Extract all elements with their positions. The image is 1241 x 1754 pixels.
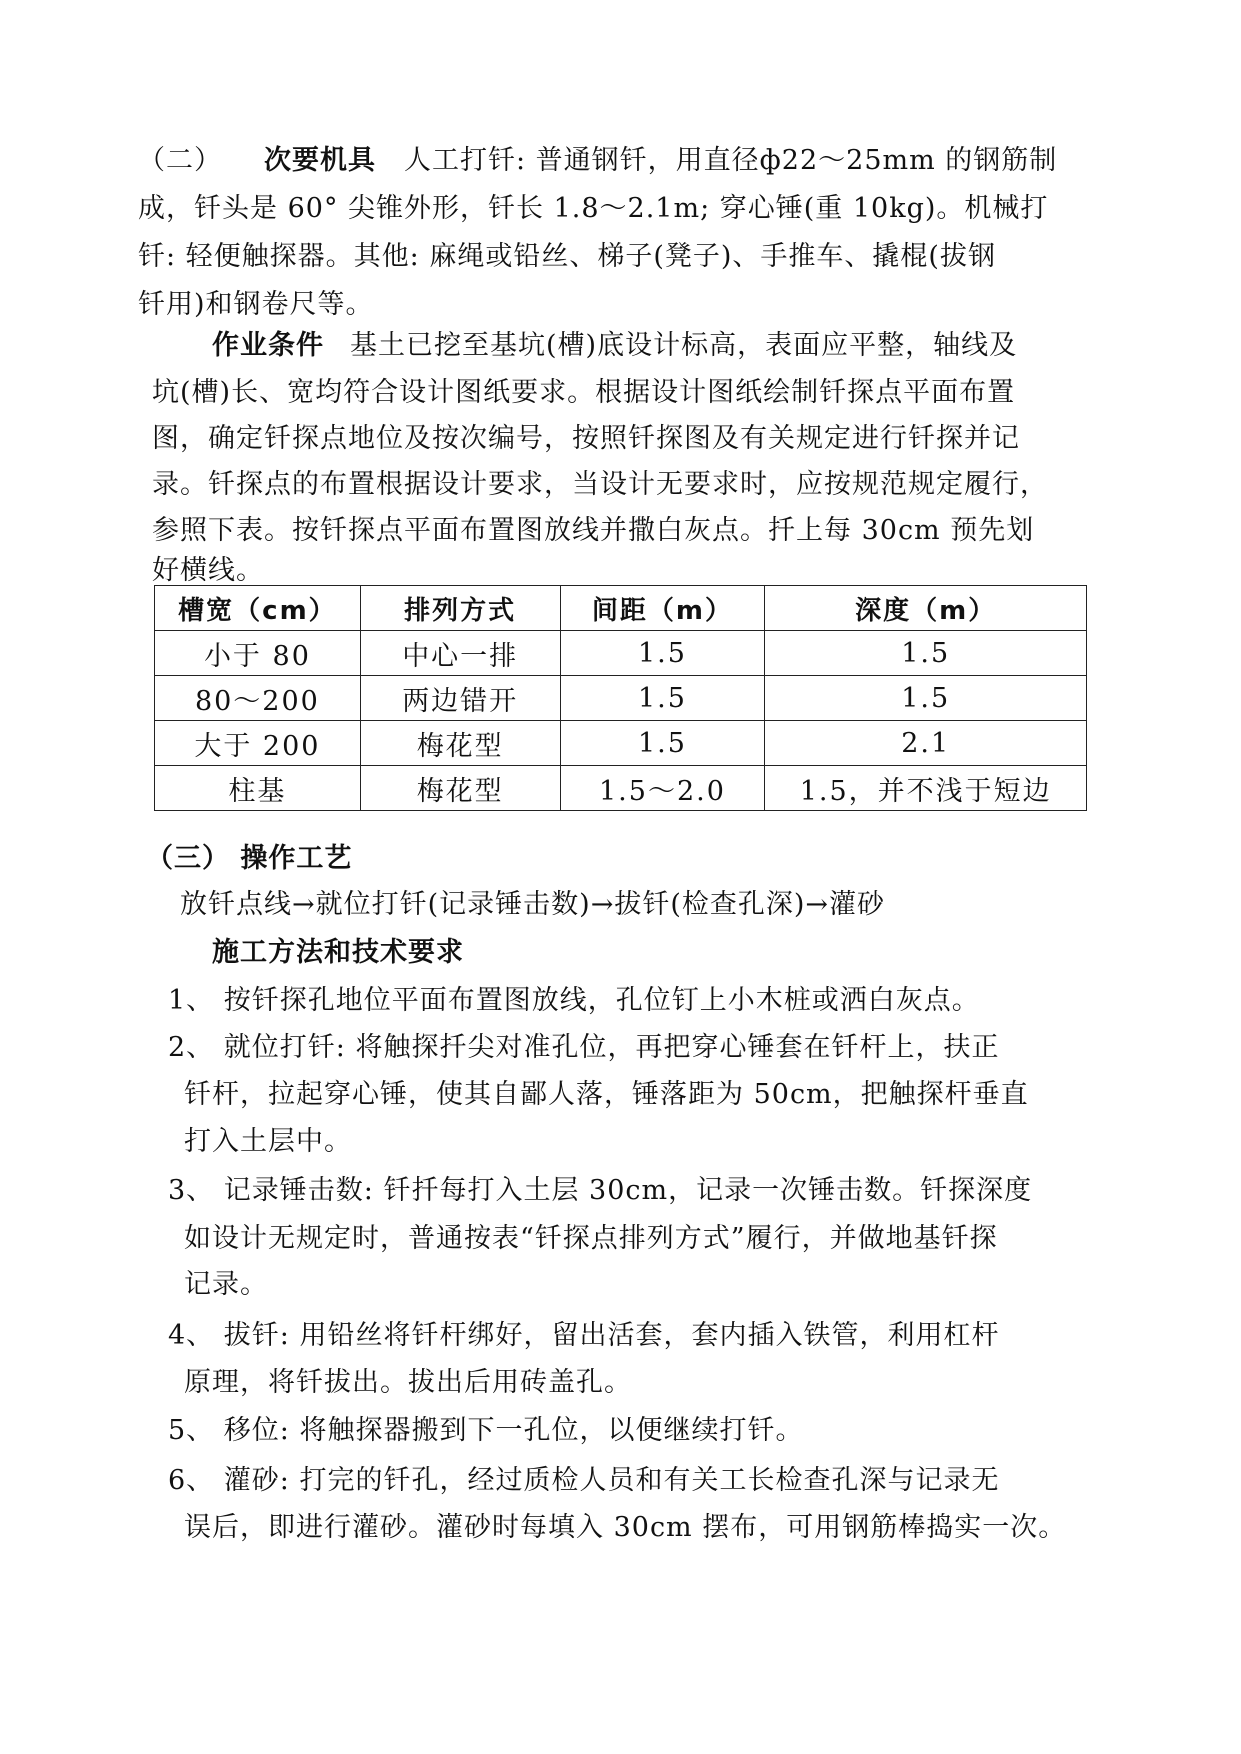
paragraph-text: 人工打钎: 普通钢钎，用直径ф22～25mm 的钢筋制 (404, 145, 1058, 176)
table-header: 排列方式 (360, 586, 560, 631)
paragraph-line: 参照下表。按钎探点平面布置图放线并撒白灰点。扦上每 30cm 预先划 (152, 515, 1035, 546)
table-cell: 1.5 (560, 721, 765, 766)
step-3: 3、 记录锤击数: 钎扦每打入土层 30cm，记录一次锤击数。钎探深度 (168, 1175, 1033, 1206)
table-row (155, 676, 1087, 721)
step-6-continued: 误后，即进行灌砂。灌砂时每填入 30cm 摆布，可用钢筋棒捣实一次。 (184, 1512, 1067, 1543)
section-number: （二） (138, 145, 222, 176)
table-cell: 1.5 (560, 676, 765, 721)
table-header: 间距（m） (560, 586, 765, 631)
paragraph-line: 录。钎探点的布置根据设计要求，当设计无要求时，应按规范规定履行， (152, 469, 1048, 500)
table-cell: 1.5 (765, 676, 1087, 721)
paragraph-line: 钎: 轻便触探器。其他: 麻绳或铅丝、梯子(凳子)、手推车、撬棍(拔钢 (138, 241, 996, 272)
table-header: 槽宽（cm） (155, 586, 361, 631)
step-4: 4、 拔钎: 用铅丝将钎杆绑好，留出活套，套内插入铁管，利用杠杆 (168, 1320, 1000, 1351)
table-cell: 两边错开 (360, 676, 560, 721)
table-row (155, 766, 1087, 811)
section-2-line-1 (138, 138, 1057, 177)
table-cell: 中心一排 (360, 631, 560, 676)
step-1: 1、 按钎探孔地位平面布置图放线，孔位钉上小木桩或洒白灰点。 (168, 985, 980, 1016)
paragraph-line: 坑(槽)长、宽均符合设计图纸要求。根据设计图纸绘制钎探点平面布置 (152, 377, 1016, 408)
paragraph-line: 钎用)和钢卷尺等。 (138, 289, 374, 320)
table-cell: 2.1 (765, 721, 1087, 766)
table-header-row (155, 586, 1087, 631)
paragraph-line: 图，确定钎探点地位及按次编号，按照钎探图及有关规定进行钎探并记 (152, 423, 1020, 454)
step-3-continued: 如设计无规定时，普通按表“钎探点排列方式”履行，并做地基钎探 (184, 1223, 998, 1254)
table-cell: 梅花型 (360, 766, 560, 811)
step-2-continued: 打入土层中。 (184, 1126, 352, 1157)
table-row (155, 721, 1087, 766)
table-cell: 柱基 (155, 766, 361, 811)
table-cell: 大于 200 (155, 721, 361, 766)
step-5: 5、 移位: 将触探器搬到下一孔位，以便继续打钎。 (168, 1415, 804, 1446)
step-2: 2、 就位打钎: 将触探扦尖对准孔位，再把穿心锤套在钎杆上，扶正 (168, 1032, 1000, 1063)
paragraph-line: 好横线。 (152, 555, 264, 586)
probe-arrangement-table (154, 585, 1087, 811)
table-header: 深度（m） (765, 586, 1087, 631)
table-cell: 80～200 (155, 676, 361, 721)
conditions-line-1 (212, 323, 1017, 362)
process-flow: 放钎点线→就位打钎(记录锤击数)→拔钎(检查孔深)→灌砂 (180, 889, 886, 920)
table-cell: 1.5～2.0 (560, 766, 765, 811)
paragraph-text: 基土已挖至基坑(槽)底设计标高，表面应平整，轴线及 (350, 330, 1018, 361)
table-row (155, 631, 1087, 676)
paragraph-line: 成，钎头是 60° 尖锥外形，钎长 1.8～2.1m; 穿心锤(重 10kg)。机械打 (138, 193, 1049, 224)
table-cell: 1.5 (765, 631, 1087, 676)
conditions-heading: 作业条件 (212, 330, 324, 361)
table-cell: 1.5，并不浅于短边 (765, 766, 1087, 811)
section-3-heading: （三） 操作工艺 (146, 843, 353, 874)
section-heading: 次要机具 (264, 145, 376, 176)
step-6: 6、 灌砂: 打完的钎孔，经过质检人员和有关工长检查孔深与记录无 (168, 1465, 1000, 1496)
table-cell: 1.5 (560, 631, 765, 676)
step-3-continued: 记录。 (184, 1269, 268, 1300)
table-cell: 小于 80 (155, 631, 361, 676)
step-2-continued: 钎杆，拉起穿心锤，使其自鄙人落，锤落距为 50cm，把触探杆垂直 (184, 1079, 1029, 1110)
step-4-continued: 原理，将钎拔出。拔出后用砖盖孔。 (184, 1367, 632, 1398)
table-cell: 梅花型 (360, 721, 560, 766)
methods-subheading: 施工方法和技术要求 (212, 937, 464, 968)
